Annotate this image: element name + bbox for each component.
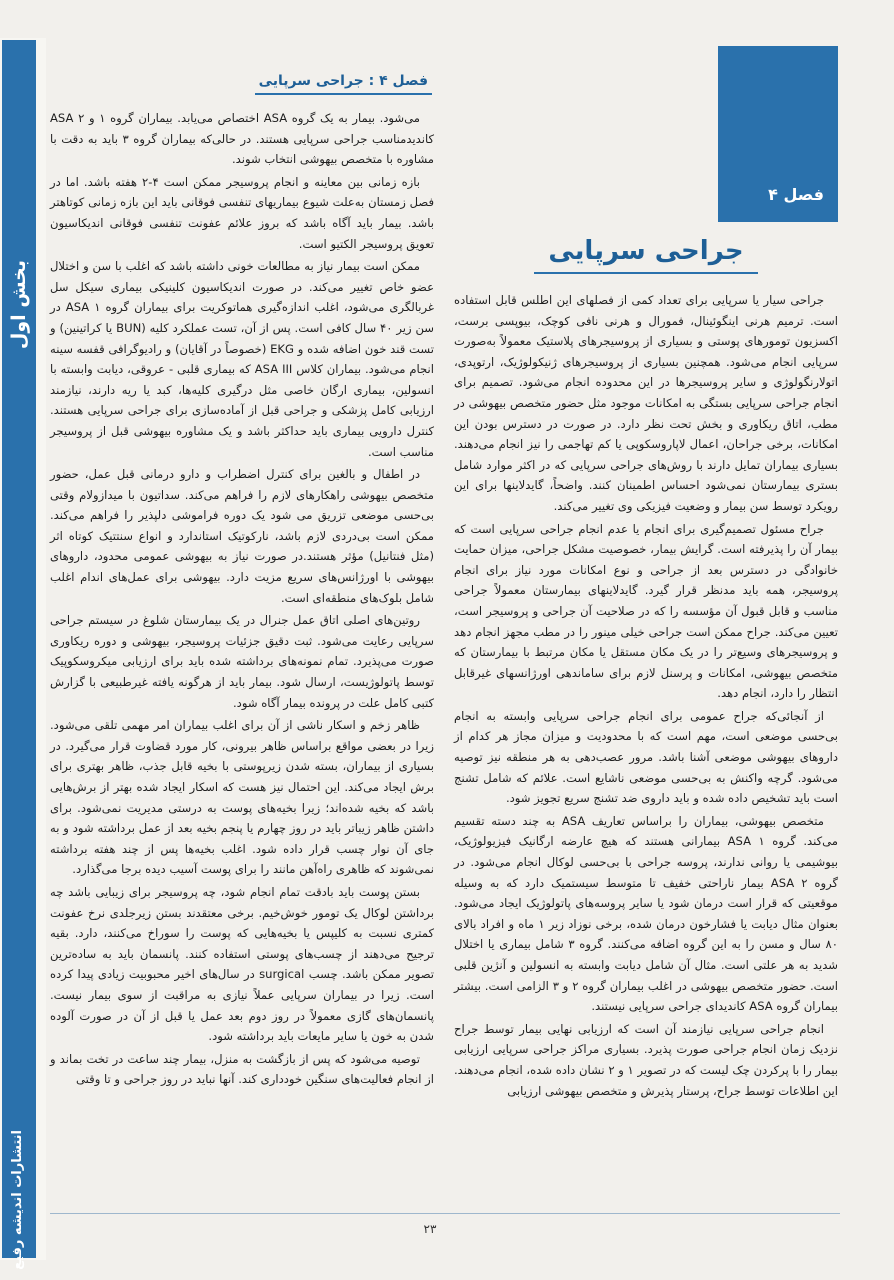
running-header	[52, 70, 432, 100]
paragraph: جراحی سیار یا سرپایی برای تعداد کمی از فصلهای این اطلس قابل استفاده است. ترمیم هرنی اینگوئینال، فمورال و هرنی نافی کوچک، بیوپسی برست، اکسزیون تومورهای پوستی و بسیاری از پروسیجرهای پلاستیک معمولاً به‌صورت سرپایی انجام می‌شود. همچنین بسیاری از پروسیجرهای ژنیکولوژیک، ارتوپدی، اتولارنگولوژی و سایر پروسیجرها در این محدوده انجام می‌شود. تصمیم برای انجام جراحی سرپایی بستگی به امکانات موجود مثل حضور متخصص بیهوشی در مطب، اتاق ریکاوری و بخش تحت نظر دارد. در صورت در دسترس بودن این امکانات، برخی جراحان، اعمال لاپاروسکوپی یا کم تهاجمی را نیز انجام می‌دهند. بسیاری بیماران تمایل دارند با روش‌های جراحی سرپایی که در اکثر موارد شامل بستری بیمارستان نمی‌شود احساس اطمینان کنند. واضحاً، گایدلاینها برای این رویکرد توسط سن بیمار و وضعیت فیزیکی وی تغییر می‌کند.	[454, 293, 838, 513]
paragraph: می‌شود. بیمار به یک گروه ASA اختصاص می‌یابد. بیماران گروه ۱ و ۲ ASA کاندیدمناسب جراحی سرپایی هستند. در حالی‌که بیماران گروه ۳ باید به دقت با مشاوره با متخصص بیهوشی انتخاب شوند.	[50, 111, 434, 167]
chapter-title-text: جراحی سرپایی	[534, 236, 757, 274]
publisher-label: انتشارات اندیشه رفیع	[10, 1130, 25, 1270]
chapter-tab	[718, 46, 838, 222]
right-text-column	[454, 290, 838, 1103]
section-side-bar	[2, 40, 36, 1258]
page-number: ۲۳	[423, 1222, 437, 1236]
running-header-title: فصل ۴ : جراحی سرپایی	[255, 71, 432, 95]
paragraph: از آنجائی‌که جراح عمومی برای انجام جراحی سرپایی وابسته به انجام بی‌حسی موضعی است، مهم است که با محدودیت و میزان مجاز هر کدام از داروهای بیهوشی موضعی آشنا باشد. مرور عصب‌دهی به هر منطقه نیز توصیه می‌شود. گرچه واکنش به بی‌حسی موضعی ناشایع است. علائم که شامل تشنج است باید تشخیص داده شده و باید داروی ضد تشنج سریع تجویز شود.	[454, 708, 838, 806]
paragraph: جراح مسئول تصمیم‌گیری برای انجام یا عدم انجام جراحی سرپایی است که بیمار آن را پذیرفته است. گرایش بیمار، خصوصیت مشکل جراحی، میزان حمایت خانوادگی در دسترس بعد از جراحی و نوع امکانات مورد نیاز برای انجام پروسیجر، همه باید مدنظر قرار گیرد. گایدلاینهای بیمارستان معمولاً جراحی مناسب و قابل قبول آن مؤسسه را که در صلاحیت آن جراحی و پروسیجر است، تعیین می‌کند. جراح ممکن است جراحی خیلی مینور را در مطب مجهز انجام دهد و پروسیجرهای وسیع‌تر را در یک مکان مستقل یا مکان مرتبط با بیمارستان که متخصص بیهوشی، امکانات و پرسنل لازم برای ساماندهی اورژانسهای غیرقابل انتظار را دارد، انجام دهد.	[454, 521, 838, 701]
paragraph: ظاهر زخم و اسکار ناشی از آن برای اغلب بیماران امر مهمی تلقی می‌شود. زیرا در بعضی مواقع براساس ظاهر بیرونی، کار مورد قضاوت قرار می‌گیرد. در بسیاری از بیماران، بسته شدن زیرپوستی با بخیه قابل جذب، ظاهر بهتری برای برش ایجاد می‌کند. این احتمال نیز هست که اسکار ایجاد شده بهتر از برش‌هایی باشد که بخیه شده‌اند؛ زیرا بخیه‌های پوست به درستی مدیریت نمی‌شود. برای داشتن ظاهر زیباتر باید در روز چهارم یا پنجم بخیه بعد از عمل برداشته شود و به جای آن نوار چسب قرار داده شود. اغلب بخیه‌ها پس از چند هفته برداشته نمی‌شوند که ظاهری راه‌آهن مانند را برای پوست آسیب دیده برجا می‌گذارد.	[50, 718, 434, 877]
paragraph: بازه زمانی بین معاینه و انجام پروسیجر ممکن است ۴-۲ هفته باشد. اما در فصل زمستان به‌علت شیوع بیماریهای تنفسی فوقانی باید این بازه زمانی کوتاهتر باشد. بیمار باید آگاه باشد که بروز علائم عفونت تنفسی فوقانی اندیکاسیون تعویق پروسیجر الکتیو است.	[50, 174, 434, 251]
paragraph: بستن پوست باید بادقت تمام انجام شود، چه پروسیجر برای زیبایی باشد چه برداشتن لوکال یک تومور خوش‌خیم. برخی معتقدند بستن زیرجلدی نرخ عفونت کمتری نسبت به کلیپس یا بخیه‌هایی که پوست را سوراخ می‌کنند، دارد. بقیه ترجیح می‌دهند از چسب‌های پوستی استفاده کنند. پانسمان باید به ساده‌ترین تصویر ممکن باشد. چسب surgical در سال‌های اخیر محبوبیت زیادی پیدا کرده است. زیرا در بیماران سرپایی عملاً نیازی به مراقبت از سوی بیمار نیست. پانسمان‌های گازی معمولاً در روز دوم بعد عمل یا قبل از آن در صورت آلوده شدن به خون یا سایر مایعات باید برداشته شود.	[50, 884, 434, 1044]
paragraph: روتین‌های اصلی اتاق عمل جنرال در یک بیمارستان شلوغ در سیستم جراحی سرپایی رعایت می‌شود. ثبت دقیق جزئیات پروسیجر، بیهوشی و دوره ریکاوری صورت می‌پذیرد. تمام نمونه‌های برداشته شده باید برای ارزیابی میکروسکوپیک توسط پاتولوژیست، ارسال شود. بیمار باید از هرگونه یافته غیرطبیعی با گزارش کتبی کامل علت در پرونده بیمار آگاه شود.	[50, 613, 434, 710]
section-label: بخش اول	[8, 260, 30, 350]
chapter-tab-label: فصل ۴	[768, 185, 824, 204]
footer-divider	[50, 1213, 840, 1214]
paragraph: متخصص بیهوشی، بیماران را براساس تعاریف ASA به چند دسته تقسیم می‌کند. گروه ۱ ASA بیمارانی هستند که هیچ عارضه ارگانیک فیزیولوژیک، بیوشیمی یا روانی ندارند، پروسه جراحی با بی‌حسی لوکال انجام می‌شود. در گروه ۲ ASA بیمار ناراحتی خفیف تا متوسط سیستمیک دارد که به وسیله موقعیتی که قرار است درمان شود یا سایر پروسه‌های پاتولوژیک ایجاد می‌شود. بعنوان مثال دیابت یا فشارخون درمان شده، برخی نوزاد زیر ۱ ماه و افراد بالای ۸۰ سال و مسن را به این گروه اضافه می‌کنند. گروه ۳ شامل بیماری یا اختلال شدید به هر علتی است. مثال آن شامل دیابت وابسته به انسولین و آنژین قلبی است. حضور متخصص بیهوشی در اغلب بیماران گروه ۲ و ۳ الزامی است. بیشتر بیماران گروه ASA کاندیدای جراحی سرپایی نیستند.	[454, 813, 838, 1014]
paragraph: توصیه می‌شود که پس از بازگشت به منزل، بیمار چند ساعت در تخت بماند و از انجام فعالیت‌های سنگین خودداری کند. آنها نباید در روز جراحی و تا وقتی	[50, 1051, 434, 1087]
paragraph: انجام جراحی سرپایی نیازمند آن است که ارزیابی نهایی بیمار توسط جراح نزدیک زمان انجام جراحی صورت پذیرد. بسیاری مراکز جراحی سرپایی ارزیابی بیمار را با پرکردن چک لیست که در تصویر ۱ و ۲ نشان داده شده، انجام می‌دهند. این اطلاعات توسط جراح، پرستار پذیرش و متخصص بیهوشی ارزیابی	[453, 1021, 838, 1098]
chapter-title	[454, 236, 838, 274]
left-text-column	[50, 108, 434, 1092]
paragraph: ممکن است بیمار نیاز به مطالعات خونی داشته باشد که اغلب با سن و اختلال عضو خاص تغییر می‌کند. در صورت اندیکاسیون کلینیکی بیماری سیکل سل غربالگری می‌شود، اغلب اندازه‌گیری هماتوکریت برای بیماران گروه ۱ ASA در سن زیر ۴۰ سال کافی است. پس از آن، تست عملکرد کلیه (BUN یا کراتینین) و تست قند خون اضافه شده و EKG (خصوصاً در آقایان) و رادیوگرافی قفسه سینه انجام می‌شود. بیماران کلاس ASA III که بیماری قلبی - عروقی، دیابت وابسته با انسولین، بیماری ارگان خاصی مثل درگیری کلیه‌ها، کبد یا ریه دارند، نیازمند ارزیابی کامل پزشکی و جراحی قبل از آماده‌سازی برای جراحی سرپایی هستند. کنترل دارویی بیماری باید حداکثر باشد و یک مشاوره بیهوشی قبل از پروسیجر مناسب است.	[50, 259, 434, 459]
paragraph: در اطفال و بالغین برای کنترل اضطراب و دارو درمانی قبل عمل، حضور متخصص بیهوشی راهکارهای لازم را فراهم می‌کند. سداتیون با میدازولام وقتی بی‌حسی موضعی تزریق می شود یک دوره فراموشی دلپذیر را فراهم می‌کند. ممکن است بی‌دردی لازم باشد، نارکوتیک استاندارد و انواع سنتتیک کوتاه اثر (مثل فنتانیل) مؤثر هستند.در صورت نیاز به بیهوشی عمومی محدود، داروهای بیهوشی با اورژانس‌های سریع مزیت دارد. بیهوشی برای عمل‌های اندام اغلب شامل بلوک‌های منطقه‌ای است.	[50, 467, 434, 605]
